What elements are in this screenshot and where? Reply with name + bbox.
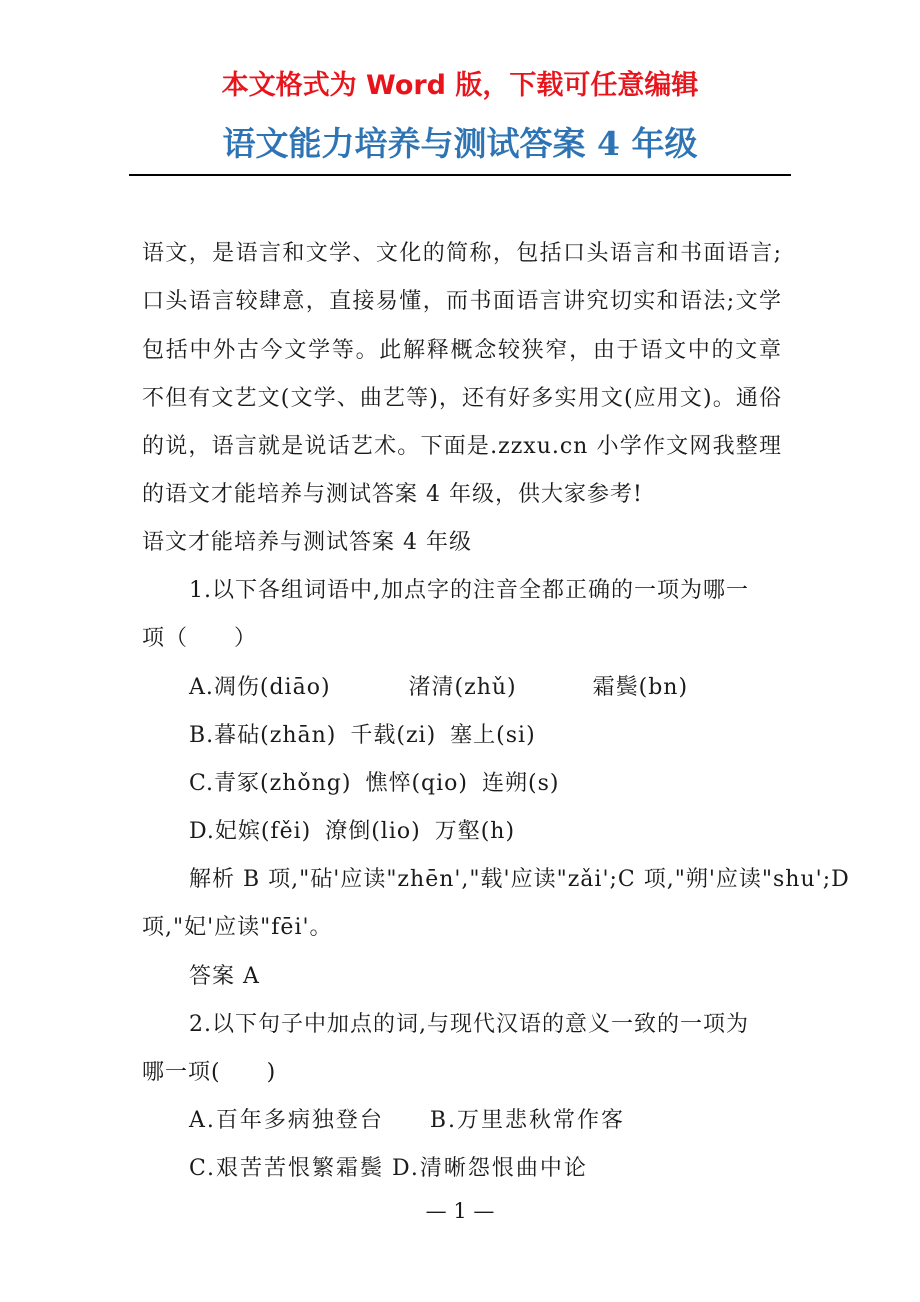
option-c-word-1: C.青冢(zhǒng) [189,771,352,796]
question-1-analysis-line2: 项,"妃'应读"fēi'。 [142,915,333,940]
option-a-word-1: A.凋伤(diāo) [189,675,331,700]
document-title: 语文能力培养与测试答案 4 年级 [222,124,698,163]
question-1-text-line1: 1.以下各组词语中,加点字的注音全都正确的一项为哪一 [189,578,749,603]
question-1-analysis-line1: 解析 B 项,"砧'应读"zhēn',"载'应读"zǎi';C 项,"朔'应读"shu';D [189,867,850,892]
question-2-text-line2: 哪一项( ) [142,1060,277,1085]
question-1-text-line2: 项（ ） [142,626,258,651]
option-a-word-2: 渚清(zhǔ) [408,675,517,700]
intro-paragraph: 语文，是语言和文学、文化的简称，包括口头语言和书面语言;口头语言较肆意，直接易懂，而书面语言讲究切实和语法;文学包括中外古今文学等。此解释概念较狭窄，由于语文中的文章不但有文艺文(文学、曲艺等)，还有好多实用文(应用文)。通俗的说，语言就是说话艺术。下面是.zzxu.cn 小学作文网我整理的语文才能培养与测试答案 4 年级，供大家参考! [142,241,782,508]
page-number: — 1 — [425,1199,495,1223]
option-d-word-1: D.妃嫔(fěi) [189,819,312,844]
section-title: 语文才能培养与测试答案 4 年级 [142,530,472,555]
option-d-word-2: 潦倒(lio) [325,819,421,844]
question-1-option-c [189,760,839,808]
option-c: C.艰苦苦恨繁霜鬓 [189,1156,385,1181]
format-notice-banner: 本文格式为 Word 版，下载可任意编辑 [221,70,699,101]
option-c-word-2: 憔悴(qio) [365,771,468,796]
question-1-option-a [189,664,839,712]
option-b-word-3: 塞上(si) [450,723,536,748]
option-b-word-1: B.暮砧(zhān) [189,723,337,748]
question-2-options-ab [189,1097,839,1145]
option-b-word-2: 千载(zi) [350,723,437,748]
option-b: B.万里悲秋常作客 [429,1108,626,1133]
title-divider [129,174,791,176]
question-2-options-cd [189,1145,839,1193]
option-a: A.百年多病独登台 [189,1108,384,1133]
option-c-word-3: 连朔(s) [482,771,560,796]
option-d-word-3: 万壑(h) [434,819,516,844]
option-d: D.清晰怨恨曲中论 [392,1156,588,1181]
question-1-option-d [189,808,839,856]
question-1-option-b [189,712,839,760]
option-a-word-3: 霜鬓(bn) [592,675,689,700]
question-2-text-line1: 2.以下句子中加点的词,与现代汉语的意义一致的一项为 [189,1012,749,1037]
question-1-answer: 答案 A [189,964,260,989]
